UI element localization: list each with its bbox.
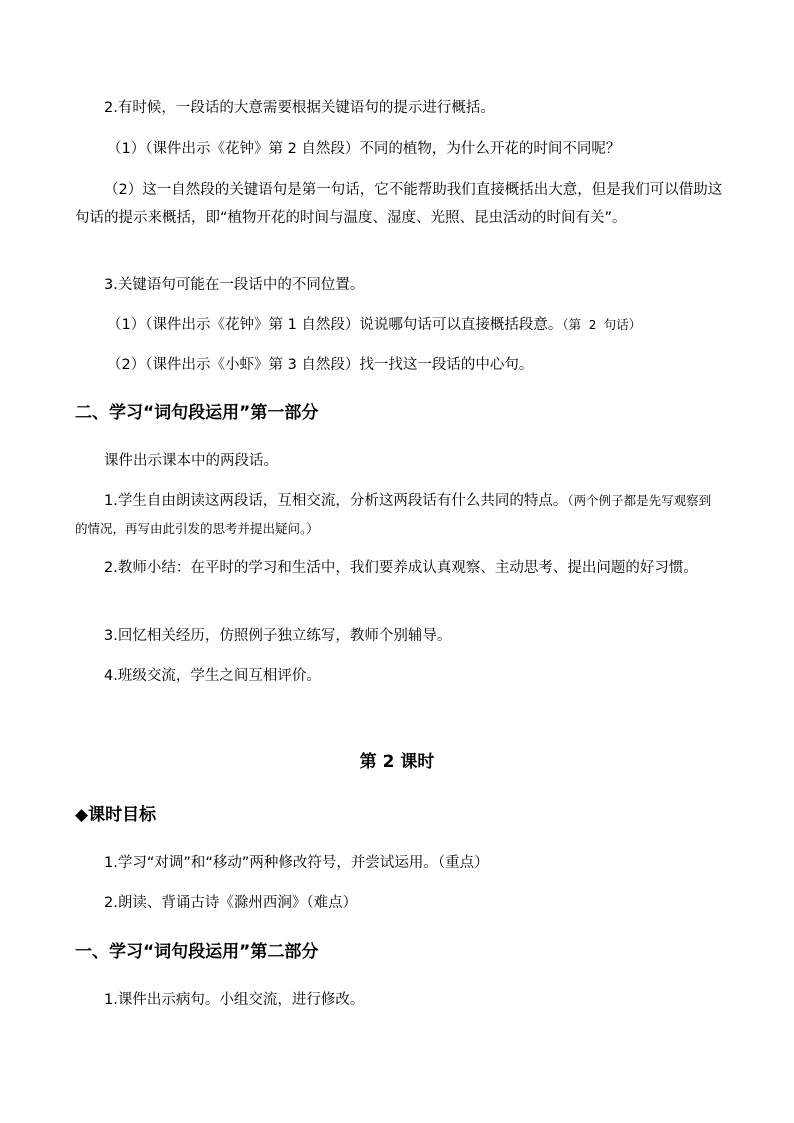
paragraph-shrimp-para3: （2）（课件出示《小虾》第 3 自然段）找一找这一段话的中心句。	[107, 357, 534, 373]
paragraph-key-sentence-explanation: （2）这一自然段的关键语句是第一句话，它不能帮助我们直接概括出大意，但是我们可以借助这句话的提示来概括，即“植物开花的时间与温度、湿度、光照、昆虫活动的时间有关”。	[75, 182, 723, 226]
goal-item-2: 2.朗读、背诵古诗《滁州西涧》（难点）	[104, 895, 358, 911]
paragraph-read-aloud	[75, 487, 723, 543]
paragraph-flower-clock-para2: （1）（课件出示《花钟》第 2 自然段）不同的植物，为什么开花的时间不同呢？	[107, 141, 621, 157]
paragraph-class-exchange: 4.班级交流，学生之间互相评价。	[104, 668, 321, 684]
goal-item-1: 1.学习“对调”和“移动”两种修改符号，并尝试运用。（重点）	[104, 855, 489, 871]
lesson-title: 第 2 课时	[359, 752, 435, 772]
answer-note: （第 2 句话）	[562, 317, 642, 332]
paragraph-courseware-intro: 课件出示课本中的两段话。	[104, 453, 278, 469]
paragraph-teacher-summary: 2.教师小结：在平时的学习和生活中，我们要养成认真观察、主动思考、提出问题的好习惯。	[104, 560, 698, 576]
paragraph-flower-clock-para1	[75, 311, 723, 339]
paragraph-practice-writing: 3.回忆相关经历，仿照例子独立练写，教师个别辅导。	[104, 628, 452, 644]
section-heading-part2: 一、学习“词句段运用”第二部分	[75, 942, 319, 962]
paragraph-key-sentence-position: 3.关键语句可能在一段话中的不同位置。	[104, 277, 365, 293]
section-heading-part1: 二、学习“词句段运用”第一部分	[75, 403, 319, 423]
paragraph-sick-sentence: 1.课件出示病句。小组交流，进行修改。	[104, 992, 365, 1008]
paragraph-text: （1）（课件出示《花钟》第 1 自然段）说说哪句话可以直接概括段意。	[107, 317, 563, 333]
paragraph-key-sentence-hint: 2.有时候，一段话的大意需要根据关键语句的提示进行概括。	[104, 100, 495, 116]
goals-heading: ◆课时目标	[75, 805, 157, 825]
paragraph-text: 1.学生自由朗读这两段话，互相交流，分析这两段话有什么共同的特点。	[104, 493, 568, 509]
answer-note: （两个例子都是先写观察到的情况，再写由此引发的思考并提出疑问。）	[75, 493, 712, 536]
